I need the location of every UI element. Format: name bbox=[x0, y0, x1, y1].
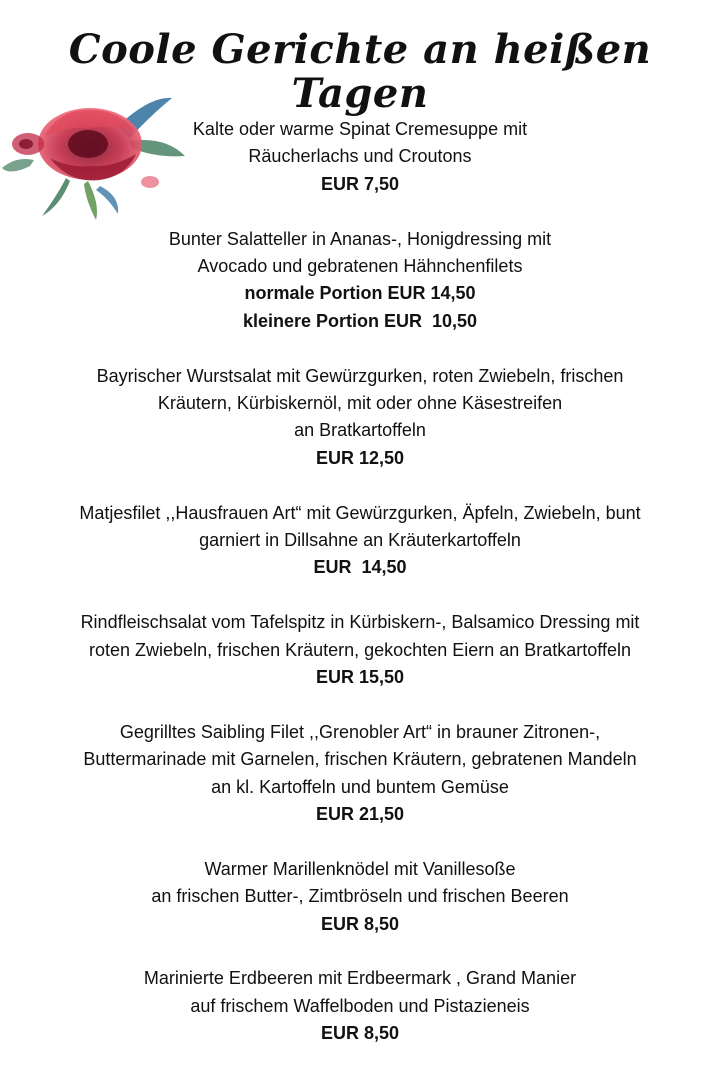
dish-description-line: roten Zwiebeln, frischen Kräutern, gekochten Eiern an Bratkartoffeln bbox=[89, 639, 631, 660]
dish-description-line: Gegrilltes Saibling Filet ,,Grenobler Art“ in brauner Zitronen-, bbox=[119, 721, 601, 742]
dish-price: EUR 14,50 bbox=[313, 557, 407, 578]
dish-description-line: Marinierte Erdbeeren mit Erdbeermark , Grand Manier bbox=[143, 968, 577, 989]
dish-description-line: Avocado und gebratenen Hähnchenfilets bbox=[197, 256, 523, 277]
dish-description-line: garniert in Dillsahne an Kräuterkartoffeln bbox=[199, 530, 521, 551]
dish-price: kleinere Portion EUR 10,50 bbox=[242, 310, 478, 331]
dish-description-line: auf frischem Waffelboden und Pistazieneis bbox=[190, 995, 530, 1016]
dish-description-line: Kräutern, Kürbiskernöl, mit oder ohne Käsestreifen bbox=[157, 393, 563, 414]
dish-description-line: Matjesfilet ,,Hausfrauen Art“ mit Gewürzgurken, Äpfeln, Zwiebeln, bunt bbox=[79, 502, 641, 523]
dish-price: EUR 15,50 bbox=[315, 667, 405, 688]
dish-description-line: an Bratkartoffeln bbox=[294, 420, 426, 441]
dish-price: EUR 8,50 bbox=[320, 1023, 400, 1044]
menu-item bbox=[0, 609, 720, 691]
dish-price: EUR 12,50 bbox=[315, 447, 405, 468]
menu-item bbox=[0, 363, 720, 473]
dish-description-line: Bunter Salatteller in Ananas-, Honigdressing mit bbox=[168, 228, 552, 249]
menu-item bbox=[0, 226, 720, 336]
menu-item bbox=[0, 856, 720, 938]
dish-description-line: Kalte oder warme Spinat Cremesuppe mit bbox=[192, 119, 528, 139]
dish-description-line: an kl. Kartoffeln und buntem Gemüse bbox=[211, 776, 509, 797]
dish-price: EUR 8,50 bbox=[320, 913, 400, 934]
dish-price: EUR 7,50 bbox=[320, 173, 400, 194]
menu-item bbox=[0, 116, 720, 198]
dish-price: EUR 21,50 bbox=[315, 804, 405, 825]
menu-item bbox=[0, 500, 720, 582]
dish-description-line: Rindfleischsalat vom Tafelspitz in Kürbiskern-, Balsamico Dressing mit bbox=[80, 612, 640, 633]
dish-description-line: Warmer Marillenknödel mit Vanillesoße bbox=[204, 858, 516, 879]
dish-price: normale Portion EUR 14,50 bbox=[244, 283, 476, 304]
page-title: Coole Gerichte an heißen Tagen bbox=[68, 26, 652, 117]
dish-description-line: Bayrischer Wurstsalat mit Gewürzgurken, roten Zwiebeln, frischen bbox=[96, 365, 624, 386]
menu-list bbox=[0, 116, 720, 1075]
dish-description-line: Räucherlachs und Croutons bbox=[248, 146, 472, 167]
dish-description-line: an frischen Butter-, Zimtbröseln und frischen Beeren bbox=[151, 886, 569, 907]
menu-item bbox=[0, 719, 720, 829]
dish-description-line: Buttermarinade mit Garnelen, frischen Kräutern, gebratenen Mandeln bbox=[83, 749, 637, 770]
menu-item bbox=[0, 965, 720, 1047]
